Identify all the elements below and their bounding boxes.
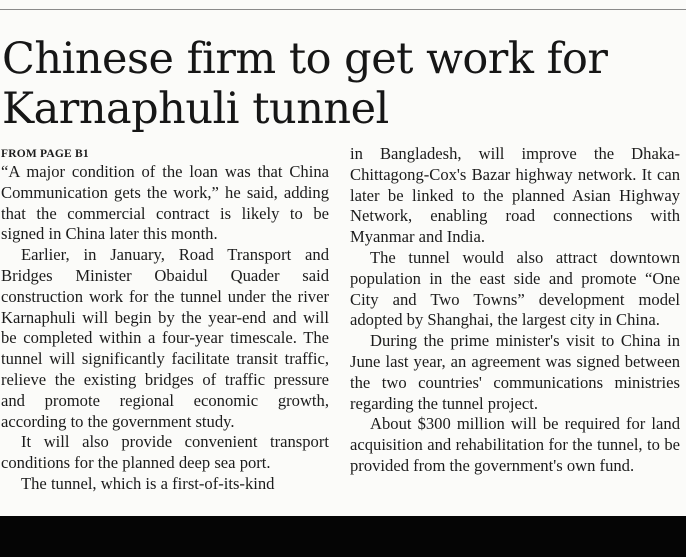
paragraph: The tunnel, which is a first-of-its-kind xyxy=(21,473,275,493)
top-rule xyxy=(0,9,686,10)
continuation-label: FROM PAGE B1 xyxy=(1,148,89,160)
paragraph: in Bangladesh, will improve the Dhaka-Chittagong-Cox's Bazar highway network. It can later be linked to the planned Asian Highway Network, enabling road connections with Myanmar and India. xyxy=(350,144,680,247)
paragraph: Earlier, in January, Road Transport and Bridges Minister Obaidul Quader said construction work for the tunnel under the river Karnaphuli will begin by the year-end and will be completed within a four-year timescale. The tunnel will significantly facilitate transit traffic, relieve the existing bridges of traffic pressure and promote regional economic growth, according to the government study. xyxy=(1,245,329,431)
paragraph: During the prime minister's visit to China in June last year, an agreement was signed between the two countries' communications ministries regarding the tunnel project. xyxy=(350,331,680,413)
paragraph: About $300 million will be required for land acquisition and rehabilitation for the tunnel, to be provided from the government's own fund. xyxy=(350,414,680,475)
article-column-left xyxy=(1,144,329,495)
paragraph: The tunnel would also attract downtown population in the east side and promote “One City and Two Towns” development model adopted by Shanghai, the largest city in China. xyxy=(350,247,680,330)
article-headline: Chinese firm to get work for Karnaphuli tunnel xyxy=(2,34,608,134)
paragraph: “A major condition of the loan was that China Communication gets the work,” he said, adding that the commercial contract is likely to be signed in China later this month. xyxy=(1,162,329,244)
article-column-right xyxy=(350,144,680,477)
paragraph: It will also provide convenient transport conditions for the planned deep sea port. xyxy=(1,432,329,473)
bottom-black-band xyxy=(0,516,686,557)
